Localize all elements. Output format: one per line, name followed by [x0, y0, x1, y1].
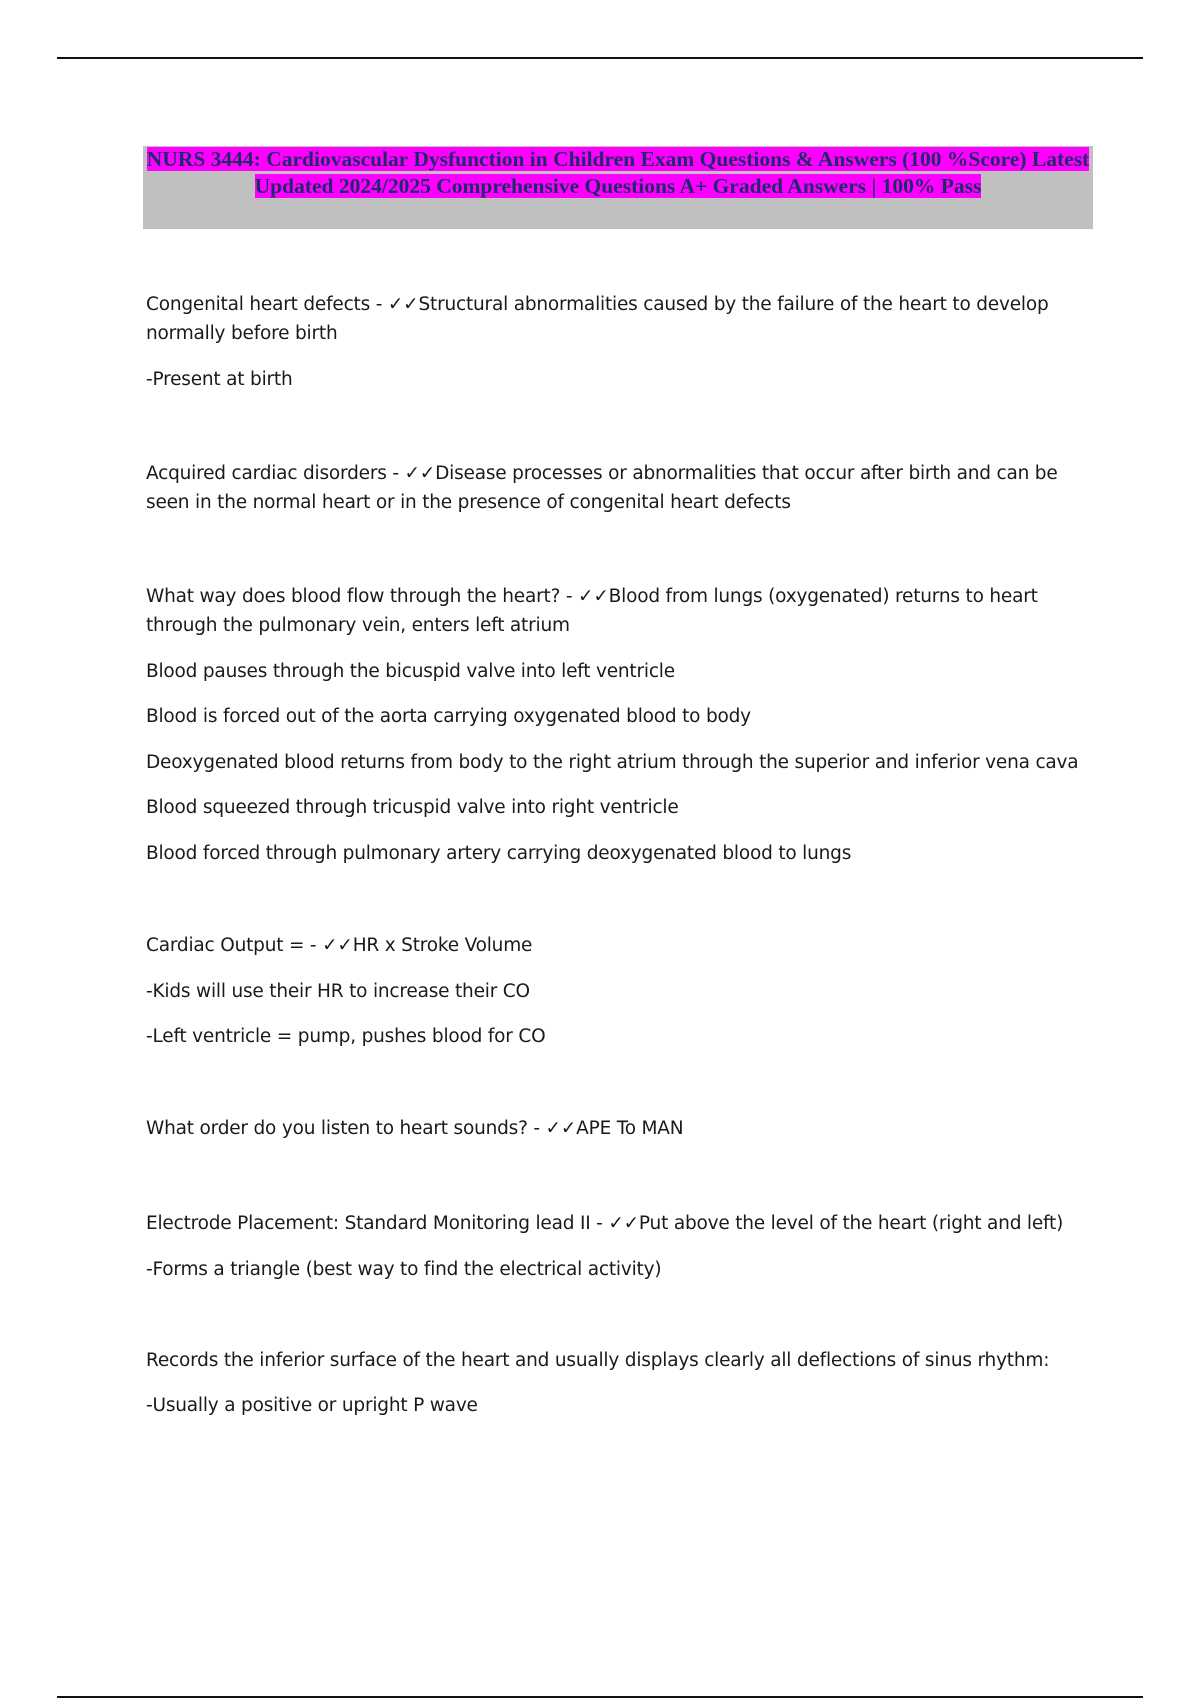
document-title — [143, 146, 1093, 200]
qa-item-3-line-4: Blood squeezed through tricuspid valve into right ventricle — [146, 797, 679, 818]
qa-item-3-line-2: Blood is forced out of the aorta carrying oxygenated blood to body — [146, 706, 751, 727]
qa-item-5-question: What order do you listen to heart sounds? - ✓✓APE To MAN — [146, 1118, 684, 1139]
bottom-rule — [57, 1696, 1143, 1698]
qa-item-6-question: Electrode Placement: Standard Monitoring lead II - ✓✓Put above the level of the heart (right and left) — [146, 1213, 1064, 1234]
qa-item-6-line-1: -Forms a triangle (best way to find the electrical activity) — [146, 1259, 662, 1280]
qa-item-4-question: Cardiac Output = - ✓✓HR x Stroke Volume — [146, 935, 533, 956]
qa-item-7-line-1: -Usually a positive or upright P wave — [146, 1395, 478, 1416]
qa-item-4-line-2: -Left ventricle = pump, pushes blood for CO — [146, 1026, 546, 1047]
qa-item-1-line-1: -Present at birth — [146, 369, 293, 390]
qa-item-3-question: What way does blood flow through the heart? - ✓✓Blood from lungs (oxygenated) returns to heart through the pulmonary vein, enters left atrium — [146, 586, 1038, 636]
qa-item-7-question: Records the inferior surface of the heart and usually displays clearly all deflections of sinus rhythm: — [146, 1350, 1050, 1371]
qa-item-3-line-3: Deoxygenated blood returns from body to the right atrium through the superior and inferior vena cava — [146, 752, 1079, 773]
top-rule — [57, 57, 1143, 59]
qa-item-4-line-1: -Kids will use their HR to increase their CO — [146, 981, 530, 1002]
title-highlight: NURS 3444: Cardiovascular Dysfunction in Children Exam Questions & Answers (100 %Score) Latest Updated 2024/2025 Comprehensive Questions A+ Graded Answers | 100% Pass — [146, 147, 1090, 198]
qa-item-3-line-1: Blood pauses through the bicuspid valve into left ventricle — [146, 661, 675, 682]
qa-item-3-line-5: Blood forced through pulmonary artery carrying deoxygenated blood to lungs — [146, 843, 852, 864]
qa-item-2-question: Acquired cardiac disorders - ✓✓Disease processes or abnormalities that occur after birth and can be seen in the normal heart or in the presence of congenital heart defects — [146, 463, 1058, 513]
qa-item-1-question: Congenital heart defects - ✓✓Structural abnormalities caused by the failure of the heart to develop normally before birth — [146, 294, 1049, 344]
